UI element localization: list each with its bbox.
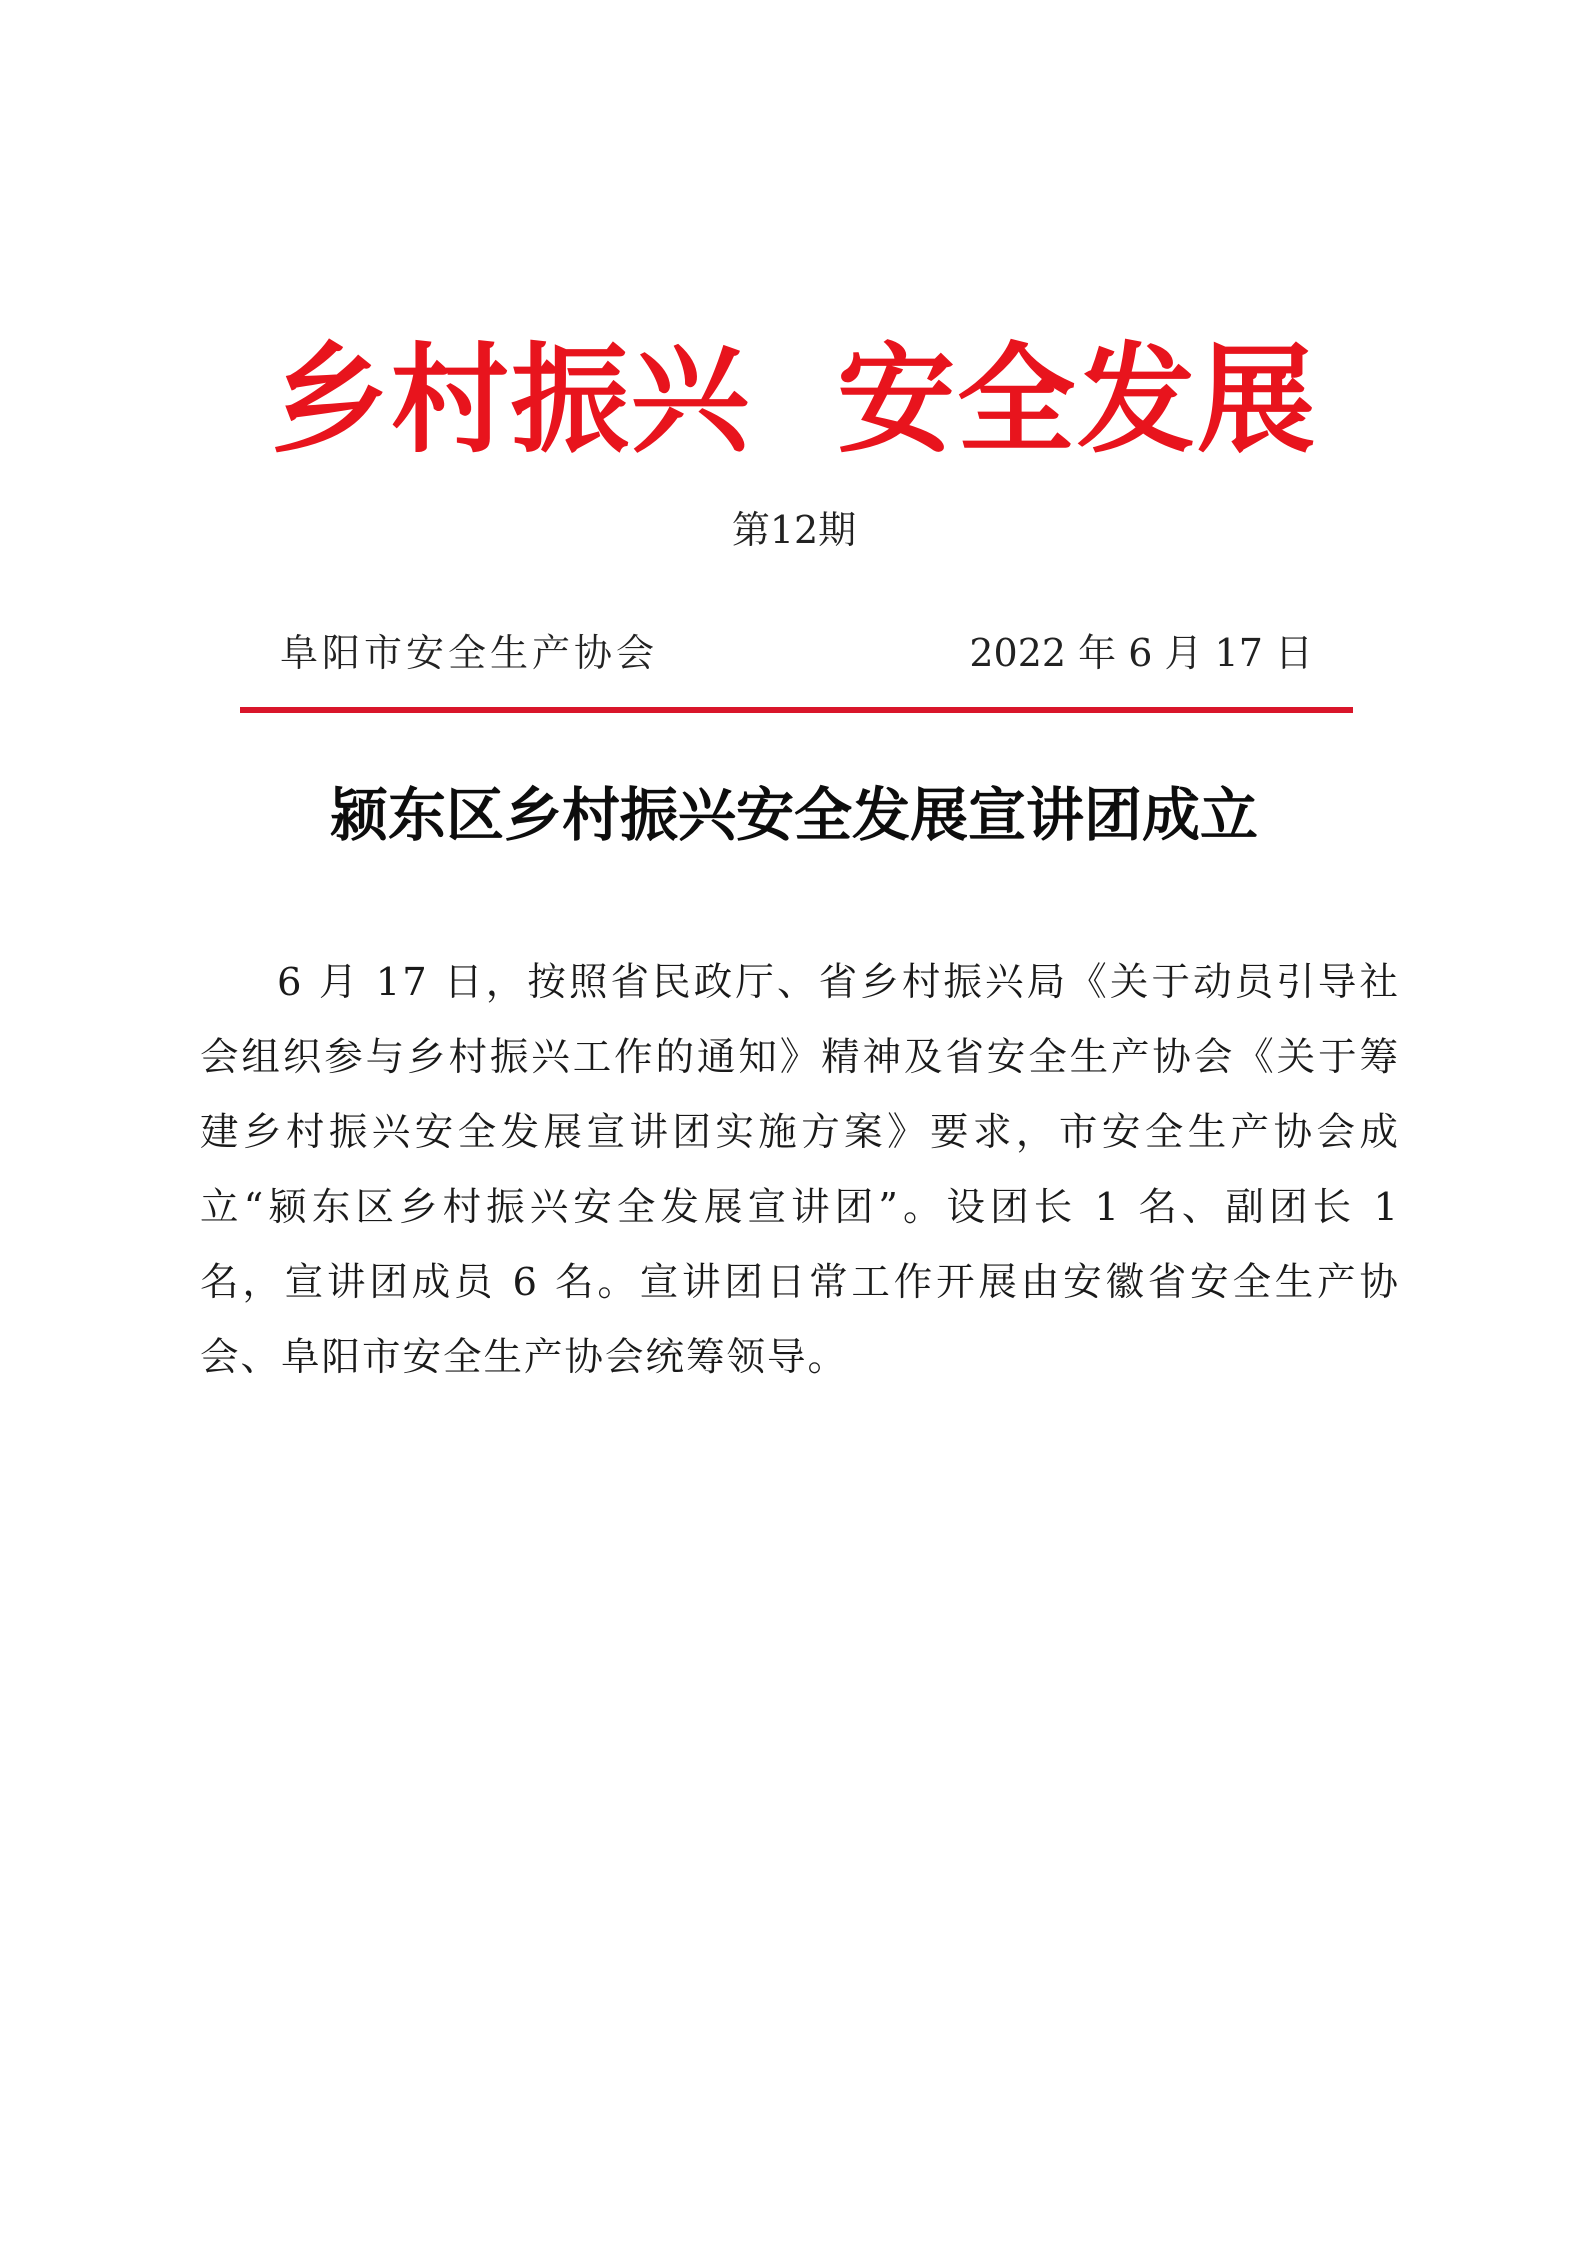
masthead-title: 乡村振兴 安全发展 [270,331,1318,469]
article-headline: 颍东区乡村振兴安全发展宣讲团成立 [329,781,1258,849]
article-body: 6 月 17 日，按照省民政厅、省乡村振兴局《关于动员引导社会组织参与乡村振兴工作的通知》精神及省安全生产协会《关于筹建乡村振兴安全发展宣讲团实施方案》要求，市安全生产协会成立“颍东区乡村振兴安全发展宣讲团”。设团长 1 名、副团长 1 名，宣讲团成员 6 名。宣讲团日常工作开展由安徽省安全生产协会、阜阳市安全生产协会统筹领导。 [200,960,1400,1380]
red-divider-line [240,707,1353,713]
publisher-name: 阜阳市安全生产协会 [280,631,659,675]
publish-date: 2022 年 6 月 17 日 [969,631,1313,675]
issue-number: 第12期 [731,508,857,552]
